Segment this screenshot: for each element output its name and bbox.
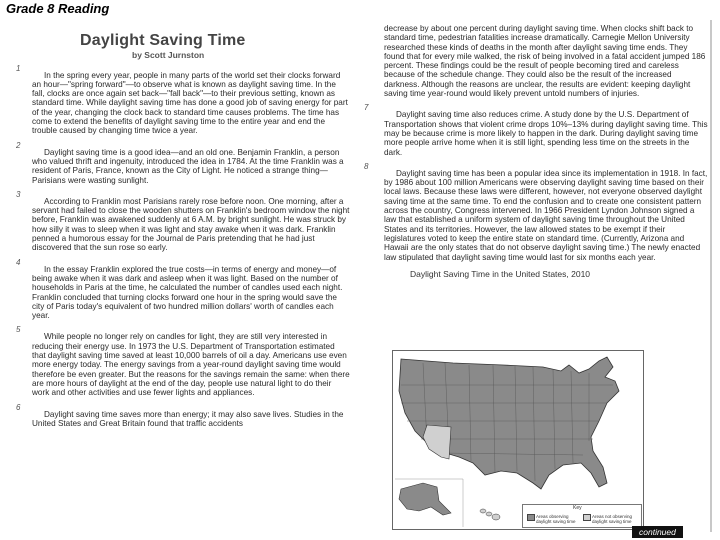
- left-column: [14, 24, 350, 428]
- paragraph-text: Daylight saving time is a good idea—and an old one. Benjamin Franklin, a person who valued thrift and ingenuity, introduced the idea in 1784. At the time Franklin was a resident of Paris, France, known as the City of Light. He noticed a strange thing—Parisians were wasting sunlight.: [32, 147, 344, 185]
- paragraph-number: 3: [16, 189, 21, 199]
- paragraph-text: In the essay Franklin explored the true costs—in terms of energy and money—of being awake when it was dark and asleep when it was light. Based on the number of households in Paris at the time, he calculated the number of candles used each night. Franklin concluded that turning clocks forward one hour in the spring would save the city of Paris today's equivalent of two hundred million dollars' worth of candles each year.: [32, 264, 343, 321]
- paragraph-number: 2: [16, 140, 21, 150]
- paragraph-number: 5: [16, 325, 21, 335]
- article-byline: by Scott Jurnston: [132, 50, 205, 61]
- paragraph-text: Daylight saving time has been a popular idea since its implementation in 1918. In fact, by 1986 about 100 million Americans were observing daylight saving time based on their local laws. Because these laws were different, however, not everyone observed daylight saving time at the same time. To end the confusion and to create one consistent pattern across the country, Congress intervened. In 1966 President Lyndon Johnson signed a law that established a uniform system of daylight saving time throughout the United States and its territories. However, the law allowed states to be exempt if their legislatures voted to keep the entire state on standard time. (Currently, Arizona and Hawaii are the only states that do not observe daylight saving time.) The newly enacted law stipulated that daylight saving time would last for six months each year.: [384, 168, 708, 262]
- paragraph-text: Daylight saving time saves more than energy; it may also save lives. Studies in the United States and Great Britain found that traffic accidents: [32, 409, 344, 428]
- paragraph-6-continued: [362, 24, 708, 98]
- map-key: [522, 504, 642, 528]
- article-title: Daylight Saving Time: [80, 32, 246, 49]
- paragraph-8: [362, 161, 708, 262]
- map-title: Daylight Saving Time in the United States, 2010: [410, 268, 591, 279]
- key-title: Key: [573, 505, 582, 511]
- right-column: [362, 24, 708, 279]
- hawaii-inset: [480, 509, 500, 520]
- paragraph-number: 7: [364, 103, 369, 113]
- paragraph-text: decrease by about one percent during daylight saving time. When clocks shift back to standard time, pedestrian fatalities increase dramatically. Carnegie Mellon University researched these kinds of deaths in the month after daylight saving time ends. They found that for every mile walked, the risk of being involved in a fatal accident jumped 186 percent. These findings could be the result of people becoming tired and careless because of the schedule change. They could also be the result of the increased darkness. Although the reasons are unclear, the results are evident: keeping daylight saving time year-round would likely prevent untold numbers of injuries.: [384, 24, 706, 99]
- contiguous-us-shape: [399, 357, 619, 489]
- key-label-not-observing: Areas not observing daylight saving time: [592, 514, 633, 524]
- paragraph-7: [362, 103, 708, 157]
- paragraph-number: 8: [364, 161, 369, 171]
- arizona-region: [423, 425, 451, 459]
- us-dst-map: [392, 350, 644, 530]
- paragraph-5: [14, 325, 350, 398]
- key-swatch-observing: [527, 514, 535, 521]
- paragraph-2: [14, 140, 350, 185]
- paragraph-text: While people no longer rely on candles for light, they are still very interested in reducing their energy use. In 1973 the U.S. Department of Transportation estimated that daylight saving time saved at least 10,000 barrels of oil a day. Americans use even more energy today. The energy savings from a year-round daylight saving time would therefore be even greater. But the reasons for the savings remain the same: when there are more hours of daylight at the end of the day, people use natural light to do their work and other activities and use fewer lights and appliances.: [32, 332, 350, 398]
- paragraph-4: [14, 257, 350, 321]
- paragraph-6: [14, 402, 350, 429]
- paragraph-text: In the spring every year, people in many parts of the world set their clocks forward an hour—"spring forward"—to observe what is known as daylight saving time. In the fall, clocks are once again set back—"fall back"—to their previous setting, known as standard time. While daylight saving time has done a good job of saving energy for part of the year, changing the clock back to standard time causes problems. The time has come to extend the benefits of daylight saving time to the entire year and end the trouble caused by changing time twice a year.: [32, 70, 348, 136]
- us-map-graphic: [393, 351, 643, 529]
- key-swatch-not-observing: [583, 514, 591, 521]
- paragraph-3: [14, 189, 350, 253]
- paragraph-number: 6: [16, 402, 21, 412]
- paragraph-text: Daylight saving time also reduces crime. A study done by the U.S. Department of Transportation shows that violent crime drops 10%–13% during daylight saving time. This may be because crime is more likely to happen in the dark. During daylight saving time more people arrive home when it is still light, spending less time on the streets in the dark.: [384, 110, 708, 157]
- grade-label: Grade 8 Reading: [6, 1, 110, 16]
- paragraph-text: According to Franklin most Parisians rarely rose before noon. One morning, after a servant had failed to close the wooden shutters on Franklin's bedroom window the night before, Franklin was awakened suddenly at 6 A.M. by bright sunlight. He was struck by how silly it was to sleep when it was light and stay awake when it was dark. Franklin penned a humorous essay for the Journal de Paris pretending that he had just discovered that the sun rose so early.: [32, 196, 350, 253]
- alaska-inset: [399, 483, 451, 515]
- paragraph-1: [14, 63, 350, 136]
- key-label-observing: Areas observing daylight saving time: [536, 514, 576, 524]
- paragraph-number: 4: [16, 257, 21, 267]
- continued-label: continued: [632, 526, 683, 538]
- paragraph-number: 1: [16, 63, 21, 73]
